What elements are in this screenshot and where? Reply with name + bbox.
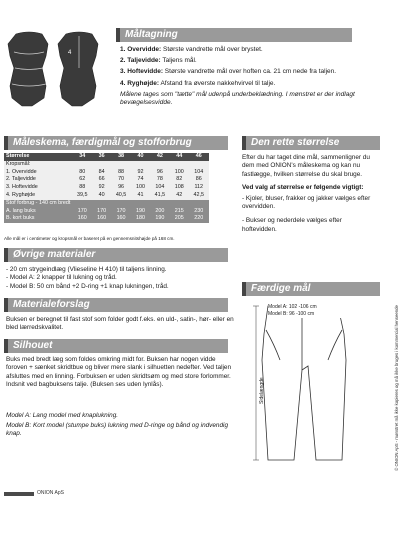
section-title: Måltagning xyxy=(125,29,178,40)
list-item: - Model A: 2 knapper til lukning og tråd. xyxy=(6,274,117,282)
list-item: - 20 cm strygeindlæg (Vlieseline H 410) til taljens linning. xyxy=(6,266,167,273)
size-text: Efter du har taget dine mål, sammenligner du dem med ONION's måleskema og kan nu fastlægge, hvilken størrelse du skal bruge. xyxy=(242,154,370,178)
list-item: - Model B: 50 cm bånd +2 D-ring +1 knap lukningen, tråd. xyxy=(6,282,169,290)
table-row: 2. Taljevidde 62 66 70 74 78 82 86 xyxy=(4,176,209,184)
section-header-maaltagning xyxy=(116,28,352,42)
section-title: Den rette størrelse xyxy=(251,137,340,148)
silhouette-model-a: Model A: Lang model med knaplukning. xyxy=(6,412,119,419)
suggestion-text: Buksen er beregnet til fast stof som folder godt f.eks. en uld-, satin-, hør- eller en bled lærredskvalitet. xyxy=(6,316,234,332)
finished-sizes xyxy=(268,304,358,318)
table-fabric-header: Stof forbrug - 140 cm bredt xyxy=(4,200,209,208)
trousers-diagram xyxy=(250,300,360,468)
figure-num-2: 2 xyxy=(6,66,10,72)
table-row: A. lang buks 170 170 170 190 200 215 230 xyxy=(4,208,209,216)
side-length-label: Sidelængde xyxy=(259,377,265,404)
measure-item: 4. Ryghøjde: Afstand fra øverste nakkehvirvel til talje. xyxy=(120,79,276,87)
measure-item: 1. Overvidde: Største vandrette mål over brystet. xyxy=(120,46,263,53)
section-title: Silhouet xyxy=(13,340,53,351)
measurement-instructions xyxy=(120,46,355,111)
list-item: - Bukser og nederdele vælges efter hoftevidden. xyxy=(242,217,342,233)
section-header-maaleskema xyxy=(4,136,228,150)
table-footnote: Alle mål er i centimeter og kropsmål er baseret på en gennemsnitshøjde på 168 cm. xyxy=(4,236,175,241)
size-rule: Ved valg af størrelse er følgende vigtigt: xyxy=(242,184,364,192)
section-header-suggestion xyxy=(4,298,228,312)
section-title: Måleskema, færdigmål og stofforbrug xyxy=(13,137,192,148)
silhouette-model-b: Model B: Kort model (stumpe buks) lukning med D-ringe og bånd og indvendig knap. xyxy=(6,422,229,438)
footer-brand: ONION ApS xyxy=(37,490,64,496)
table-row: 1. Overvidde 80 84 88 92 96 100 104 xyxy=(4,169,209,177)
table-row: 3. Hoftevidde 88 92 96 100 104 108 112 xyxy=(4,184,209,192)
table-group-row: Kropsmål: xyxy=(4,161,209,169)
section-title: Øvrige materialer xyxy=(13,249,96,260)
section-title: Færdige mål xyxy=(251,283,311,294)
section-header-size xyxy=(242,136,380,150)
section-header-silhouette xyxy=(4,339,228,353)
finished-model-a: Model A: 102 -106 cm xyxy=(268,304,317,310)
section-header-finished xyxy=(242,282,380,296)
figure-num-3: 3 xyxy=(4,82,8,88)
list-item: - Kjoler, bluser, frakker og jakker vælges efter overvidden. xyxy=(242,194,371,211)
materials-list xyxy=(6,266,234,291)
size-table-wrap xyxy=(4,153,209,223)
silhouette-text: Buks med bredt læg som foldes omkring midt for. Buksen har nogen vidde foroven + sænket skridtbue og bliver mere slank i silhuetten nedefter. Ved taljen afsluttes med en linning. Forbuksen er uden skridtsøm og med store forlommer. Indsnit ved bagbuksens talje. (Buksen ses uden lynlås). xyxy=(6,356,232,388)
copyright-note: © ONION ApS - mønstret må ikke kopieres og må ikke bruges i kommercial henseende xyxy=(394,305,399,471)
table-header-row: Størrelse 34 36 38 40 42 44 46 xyxy=(4,153,209,161)
measure-item: 3. Hoftevidde: Største vandrette mål over hoften ca. 21 cm nede fra taljen. xyxy=(120,68,337,76)
body-measure-illustration xyxy=(2,26,112,118)
section-header-materials xyxy=(4,248,228,262)
measure-item: 2. Taljevidde: Taljens mål. xyxy=(120,57,197,65)
figure-num-4: 4 xyxy=(68,50,72,56)
figure-num-1: 1 xyxy=(6,50,10,56)
measure-note: Målene tages som "tætte" mål udenpå underbeklædning. I mønstret er der indlagt bevægelsesvidde. xyxy=(120,90,355,107)
size-advice xyxy=(242,154,378,234)
size-table xyxy=(4,153,209,223)
section-title: Materialeforslag xyxy=(13,299,90,310)
table-row: 4. Ryghøjde 39,5 40 40,5 41 41,5 42 42,5 xyxy=(4,192,209,200)
finished-model-b: Model B: 96 -100 cm xyxy=(268,311,315,317)
footer-bar xyxy=(4,492,34,496)
table-row: B. kort buks 160 160 160 180 190 205 220 xyxy=(4,215,209,223)
